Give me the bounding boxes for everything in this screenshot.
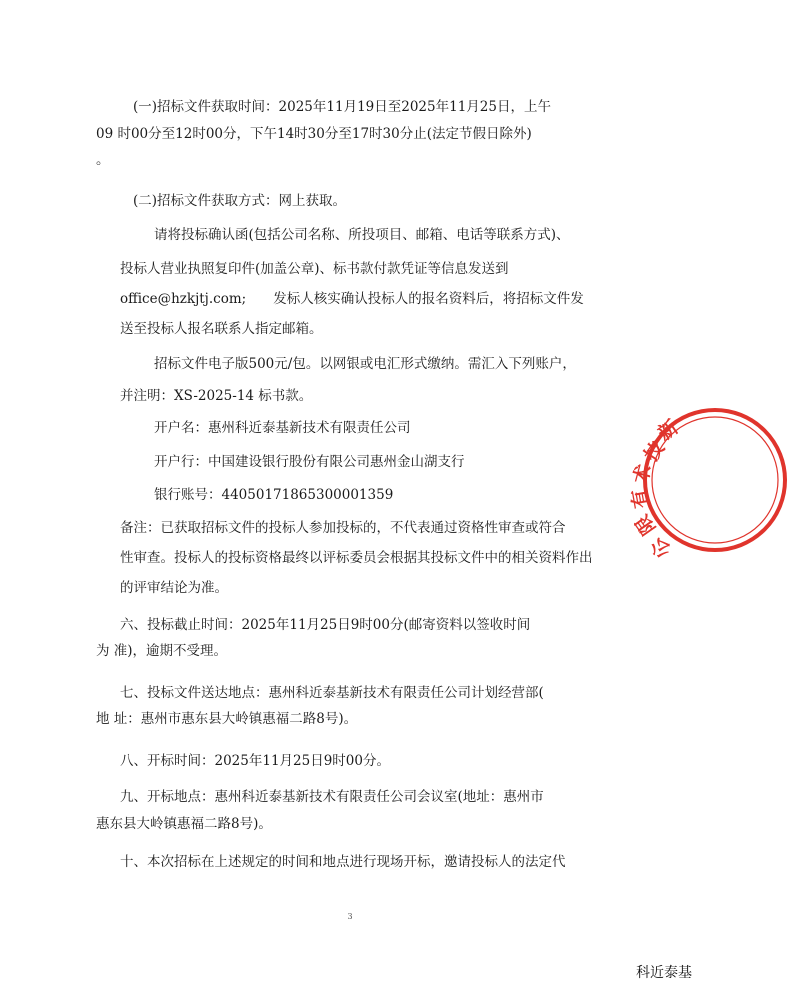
svg-text:技: 技 bbox=[640, 437, 670, 466]
text-line: 七、投标文件送达地点：惠州科近泰基新技术有限责任公司计划经营部( bbox=[120, 685, 544, 701]
text-line: 备注：已获取招标文件的投标人参加投标的，不代表通过资格性审查或符合 bbox=[120, 520, 566, 536]
text-line: 投标人营业执照复印件(加盖公章)、标书款付款凭证等信息发送到 bbox=[120, 261, 509, 277]
page-number: 3 bbox=[347, 912, 353, 921]
text-line: 并注明：XS-2025-14 标书款。 bbox=[120, 388, 313, 404]
watermark-text: 科近泰基 bbox=[636, 965, 692, 981]
text-line: office@hzkjtj.com; 发标人核实确认投标人的报名资料后，将招标文件发 bbox=[120, 291, 584, 307]
company-seal-stamp bbox=[627, 405, 790, 562]
text-line: 招标文件电子版500元/包。以网银或电汇形式缴纳。需汇入下列账户， bbox=[154, 356, 576, 372]
text-line: 开户行：中国建设银行股份有限公司惠州金山湖支行 bbox=[154, 454, 465, 470]
text-line: (一)招标文件获取时间：2025年11月19日至2025年11月25日，上午 bbox=[133, 99, 551, 115]
text-line: 。 bbox=[96, 152, 110, 168]
text-line: (二)招标文件获取方式：网上获取。 bbox=[133, 193, 347, 209]
svg-text:公: 公 bbox=[647, 533, 675, 562]
svg-text:限: 限 bbox=[631, 510, 661, 539]
text-line: 送至投标人报名联系人指定邮箱。 bbox=[120, 321, 323, 337]
text-line: 十、本次招标在上述规定的时间和地点进行现场开标，邀请投标人的法定代 bbox=[120, 854, 566, 870]
text-line: 开户名：惠州科近泰基新技术有限责任公司 bbox=[154, 420, 411, 436]
text-line: 九、开标地点：惠州科近泰基新技术有限责任公司会议室(地址：惠州市 bbox=[120, 789, 544, 805]
text-line: 六、投标截止时间：2025年11月25日9时00分(邮寄资料以签收时间 bbox=[120, 617, 531, 633]
text-line: 银行账号：44050171865300001359 bbox=[154, 487, 394, 503]
text-line: 性审查。投标人的投标资格最终以评标委员会根据其投标文件中的相关资料作出 bbox=[120, 550, 593, 566]
svg-text:新: 新 bbox=[654, 416, 683, 446]
text-line: 请将投标确认函(包括公司名称、所投项目、邮箱、电话等联系方式)、 bbox=[154, 227, 570, 243]
text-line: 的评审结论为准。 bbox=[120, 580, 228, 596]
text-line: 惠东县大岭镇惠福二路8号)。 bbox=[96, 816, 272, 832]
svg-text:有: 有 bbox=[627, 487, 653, 510]
text-line: 为 准)，逾期不受理。 bbox=[96, 643, 228, 659]
text-line: 八、开标时间：2025年11月25日9时00分。 bbox=[120, 753, 390, 769]
svg-text:术: 术 bbox=[629, 462, 656, 487]
text-line: 地 址：惠州市惠东县大岭镇惠福二路8号)。 bbox=[96, 711, 358, 727]
text-line: 09 时00分至12时00分，下午14时30分至17时30分止(法定节假日除外) bbox=[96, 126, 532, 142]
